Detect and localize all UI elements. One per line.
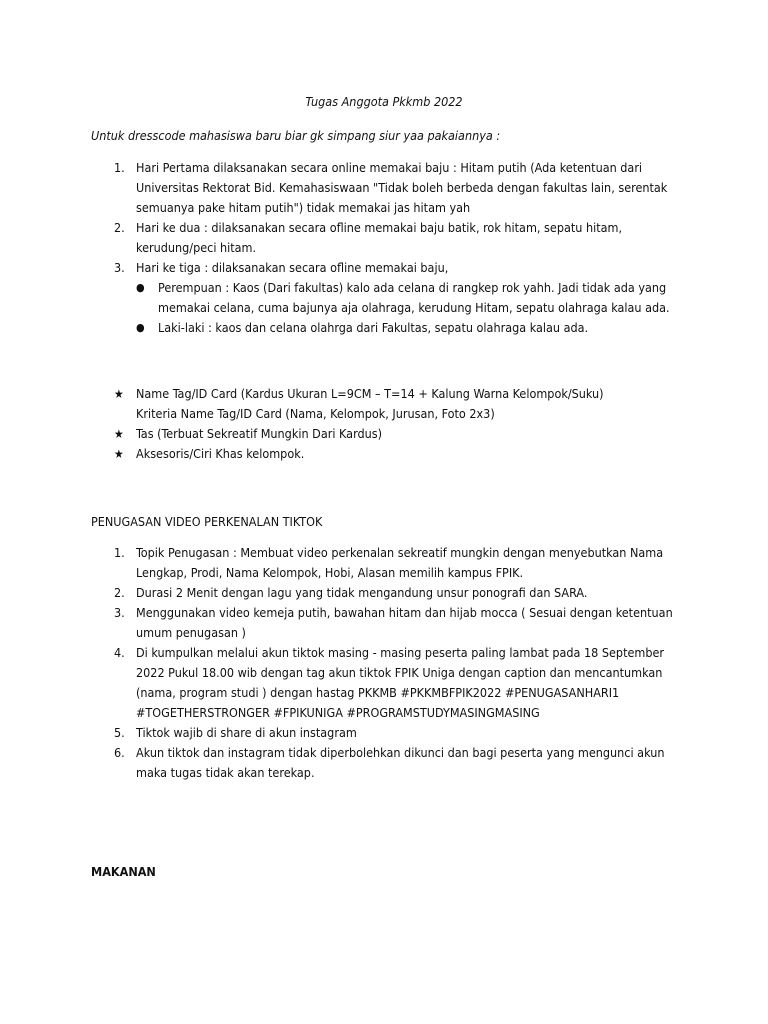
star-icon: ★	[114, 427, 124, 441]
list-number: 1.	[114, 160, 125, 175]
list-item: Di kumpulkan melalui akun tiktok masing - masing peserta paling lambat pada 18 September 2022 Pukul 18.00 wib dengan tag akun tiktok FPIK Uniga dengan caption dan mencantumkan (nama, program studi ) dengan hastag PKKMB #PKKMBFPIK2022 #PENUGASANHARI1 #TOGETHERSTRONGER #FPIKUNIGA #PROGRAMSTUDYMASINGMASING	[136, 645, 665, 720]
list-item: Hari ke dua : dilaksanakan secara ofline memakai baju batik, rok hitam, sepatu hitam, kerudung/peci hitam.	[136, 220, 623, 255]
star-item: Name Tag/ID Card (Kardus Ukuran L=9CM – T=14 + Kalung Warna Kelompok/Suku)	[136, 386, 604, 401]
bullet-icon: ●	[136, 281, 145, 294]
tiktok-heading: PENUGASAN VIDEO PERKENALAN TIKTOK	[91, 514, 323, 529]
list-item: Tiktok wajib di share di akun instagram	[136, 725, 357, 740]
list-item: Durasi 2 Menit dengan lagu yang tidak mengandung unsur ponografi dan SARA.	[136, 585, 588, 600]
makanan-heading: MAKANAN	[91, 864, 156, 879]
list-number: 2.	[114, 585, 125, 600]
intro-text: Untuk dresscode mahasiswa baru biar gk simpang siur yaa pakaiannya :	[91, 128, 501, 143]
list-number: 6.	[114, 745, 125, 760]
star-item-continuation: Kriteria Name Tag/ID Card (Nama, Kelompok, Jurusan, Foto 2x3)	[136, 406, 495, 421]
list-item: Hari ke tiga : dilaksanakan secara ofline memakai baju,	[136, 260, 449, 275]
list-number: 3.	[114, 260, 125, 275]
star-item: Tas (Terbuat Sekreatif Mungkin Dari Kardus)	[136, 426, 382, 441]
list-number: 2.	[114, 220, 125, 235]
sub-list-item: Laki-laki : kaos dan celana olahrga dari Fakultas, sepatu olahraga kalau ada.	[158, 320, 589, 335]
list-item: Hari Pertama dilaksanakan secara online memakai baju : Hitam putih (Ada ketentuan dari Universitas Rektorat Bid. Kemahasiswaan "Tidak boleh berbeda dengan fakultas lain, serentak semuanya pake hitam putih") tidak memakai jas hitam yah	[136, 160, 668, 215]
star-icon: ★	[114, 447, 124, 461]
list-number: 3.	[114, 605, 125, 620]
list-number: 5.	[114, 725, 125, 740]
list-item: Menggunakan video kemeja putih, bawahan hitam dan hijab mocca ( Sesuai dengan ketentuan umum penugasan )	[136, 605, 673, 640]
star-item: Aksesoris/Ciri Khas kelompok.	[136, 446, 305, 461]
document-title: Tugas Anggota Pkkmb 2022	[305, 94, 463, 109]
list-item: Akun tiktok dan instagram tidak diperbolehkan dikunci dan bagi peserta yang mengunci akun maka tugas tidak akan terekap.	[136, 745, 665, 780]
list-number: 1.	[114, 545, 125, 560]
star-icon: ★	[114, 387, 124, 401]
bullet-icon: ●	[136, 321, 145, 334]
list-number: 4.	[114, 645, 125, 660]
list-item: Topik Penugasan : Membuat video perkenalan sekreatif mungkin dengan menyebutkan Nama Lengkap, Prodi, Nama Kelompok, Hobi, Alasan memilih kampus FPIK.	[136, 545, 664, 580]
sub-list-item: Perempuan : Kaos (Dari fakultas) kalo ada celana di rangkep rok yahh. Jadi tidak ada yang memakai celana, cuma bajunya aja olahraga, kerudung Hitam, sepatu olahraga kalau ada.	[158, 280, 670, 315]
